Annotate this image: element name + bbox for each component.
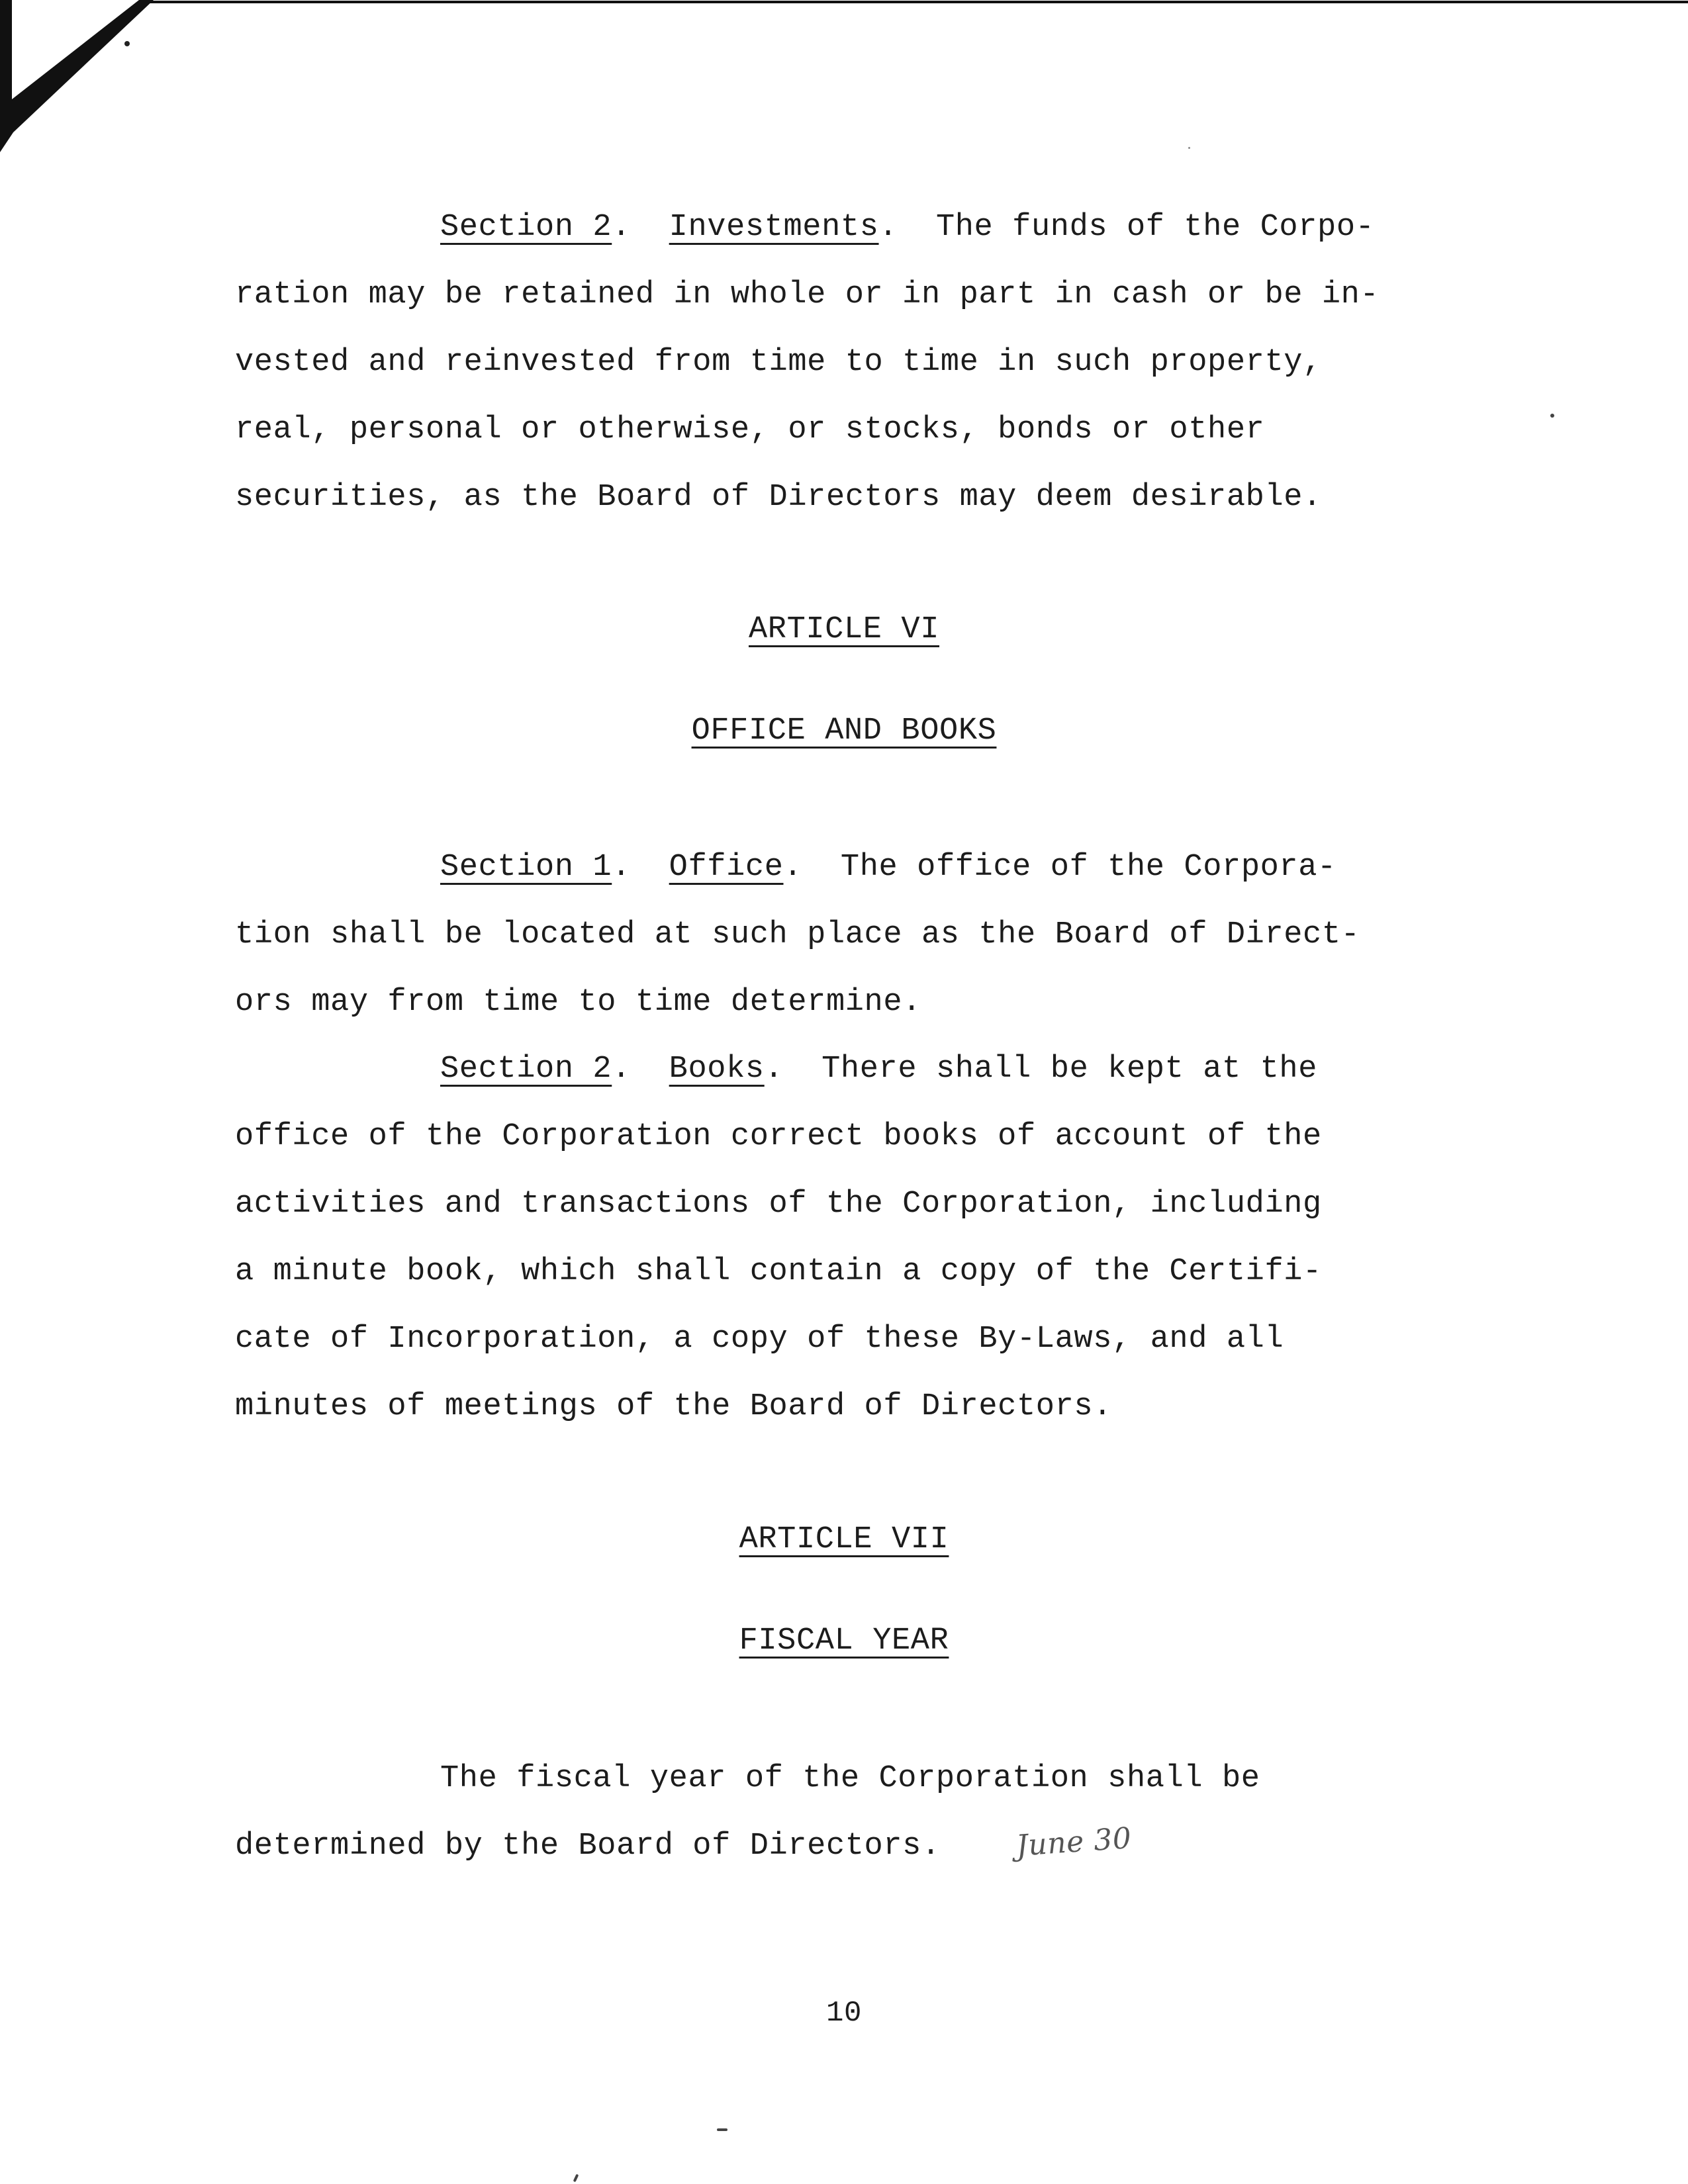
paragraph-line: activities and transactions of the Corporation, including xyxy=(235,1187,1322,1222)
section-label: Section 2 xyxy=(440,210,612,245)
paragraph-line: securities, as the Board of Directors may deem desirable. xyxy=(235,480,1322,515)
article-heading: ARTICLE VII xyxy=(739,1522,949,1557)
paragraph-line: cate of Incorporation, a copy of these By-Laws, and all xyxy=(235,1322,1284,1357)
corner-checkmark-artifact xyxy=(0,0,1688,172)
investments-line-1: Section 2. Investments. The funds of the Corpo- xyxy=(440,210,1375,245)
paragraph-line: The fiscal year of the Corporation shall be xyxy=(440,1761,1260,1796)
handwritten-note: June 30 xyxy=(1015,1821,1133,1864)
scan-speck xyxy=(717,2128,727,2131)
scan-speck xyxy=(1188,147,1190,149)
paragraph-line: tion shall be located at such place as the Board of Direct- xyxy=(235,917,1360,952)
paragraph-line: a minute book, which shall contain a copy of the Certifi- xyxy=(235,1254,1322,1289)
paragraph-text: There shall be kept at the xyxy=(821,1052,1318,1087)
section-title: Office xyxy=(669,850,784,885)
section-title: Investments xyxy=(669,210,879,245)
section-label: Section 1 xyxy=(440,850,612,885)
scan-speck xyxy=(573,2174,579,2183)
section-title: Books xyxy=(669,1052,765,1087)
paragraph-text: The funds of the Corpo- xyxy=(935,210,1375,245)
article-heading: ARTICLE VI xyxy=(748,612,940,647)
article-subheading: FISCAL YEAR xyxy=(739,1623,949,1659)
paragraph-line: ration may be retained in whole or in part in cash or be in- xyxy=(235,277,1380,312)
paragraph-line: real, personal or otherwise, or stocks, bonds or other xyxy=(235,412,1265,447)
paragraph-line: ors may from time to time determine. xyxy=(235,985,921,1020)
office-line-1: Section 1. Office. The office of the Corpora- xyxy=(440,850,1336,885)
page-number: 10 xyxy=(825,1997,862,2030)
books-line-1: Section 2. Books. There shall be kept at the xyxy=(440,1052,1318,1087)
paragraph-line: determined by the Board of Directors. xyxy=(235,1829,941,1864)
article-subheading: OFFICE AND BOOKS xyxy=(691,713,997,749)
section-label: Section 2 xyxy=(440,1052,612,1087)
paragraph-line: minutes of meetings of the Board of Directors. xyxy=(235,1389,1113,1424)
paragraph-text: The office of the Corpora- xyxy=(840,850,1336,885)
paragraph-line: office of the Corporation correct books of account of the xyxy=(235,1119,1322,1154)
paragraph-line: vested and reinvested from time to time in such property, xyxy=(235,345,1322,380)
scan-speck xyxy=(1550,414,1554,418)
